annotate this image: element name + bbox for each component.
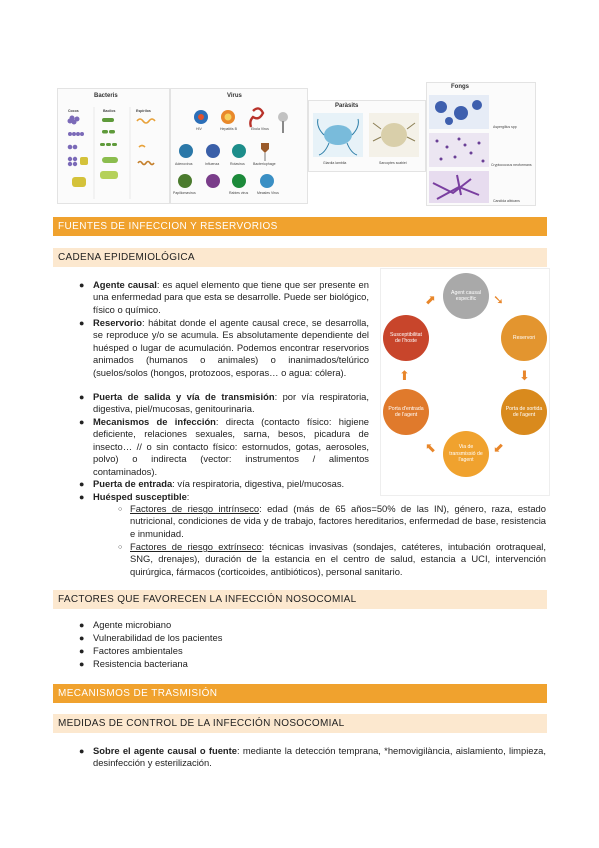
fungi-illustration: [427, 83, 535, 205]
bullet-dot: ●: [79, 620, 85, 630]
cadena-mecanismos: Mecanismos de infección: directa (contacto físico: higiene deficiente, relaciones sexuales, sarna, besos, picadura de insecto… // o sin contacto físico: estornudos, gotas, aerosoles, polvo) o indirecta (vector: instrumentos / alimentos contaminados).: [93, 416, 369, 477]
fungi-caption-cryptococcus: Cryptococcus neoformans: [491, 163, 532, 167]
bacteria-title: Bacteris: [94, 93, 118, 99]
fungi-panel: [426, 82, 536, 206]
fungi-title: Fongs: [451, 84, 469, 90]
cadena-cycle-diagram: [380, 268, 550, 496]
virus-caption-rabies: Rabies virus: [229, 191, 249, 195]
cycle-node: Susceptibilitat de l'hoste: [383, 315, 429, 361]
cycle-node: Reservori: [501, 315, 547, 361]
cadena-puerta-salida: Puerta de salida y vía de transmisión: por vía respiratoria, digestiva, piel/mucosas, genitourinaria.: [93, 391, 369, 415]
cadena-agente: Agente causal: es aquel elemento que tiene que ser presente en una enfermedad para que esta se desarrolle. Puede ser biológico, físico o químico.: [93, 279, 369, 315]
virus-caption-measles: Measles Virus: [257, 191, 279, 195]
virus-caption-rota: Rotavirus: [230, 162, 245, 166]
parasite-caption-sarcoptes: Sarcoptes scabiei: [379, 161, 407, 165]
bacteria-col-cocos: Cocos: [68, 109, 79, 113]
bacteria-panel: [57, 88, 170, 204]
bacteria-col-espirilos: Espirilos: [136, 109, 151, 113]
virus-caption-hepb: Hepatitis B: [220, 127, 237, 131]
virus-caption-ebola: Ebola Virus: [251, 127, 269, 131]
virus-title: Virus: [227, 93, 242, 99]
bacteria-col-bacilos: Bacilos: [103, 109, 116, 113]
cycle-arrow-icon: ➘: [493, 292, 504, 307]
cadena-puerta-entrada: Puerta de entrada: vía respiratoria, digestiva, piel/mucosas.: [93, 478, 345, 489]
factores-item: Factores ambientales: [93, 645, 183, 656]
section-factores-header: FACTORES QUE FAVORECEN LA INFECCIÓN NOSOCOMIAL: [53, 590, 547, 609]
bullet-dot: ●: [79, 746, 85, 756]
sub-bullet: ○: [118, 506, 123, 513]
virus-caption-hiv: HIV: [196, 127, 202, 131]
cadena-reservorio: Reservorio: hábitat donde el agente causal crece, se desarrolla, se reproduce y/o se acumula. Es absolutamente dependiente del huésped o lugar de acumulación. Podemos encontrar reservorios animados (humanos o animales) o inanimados/telúrico (suelos/solos (hongos, protozoos, esporas… o agua: cólera).: [93, 317, 369, 378]
bullet-dot: ●: [79, 633, 85, 643]
bullet-dot: ●: [79, 659, 85, 669]
cycle-arrow-icon: ⬆: [399, 368, 410, 383]
cadena-huesped: Huésped susceptible:: [93, 491, 190, 502]
parasites-panel: [308, 100, 426, 172]
fungi-caption-candida: Candida albicans: [493, 199, 520, 203]
cadena-intrinseco: Factores de riesgo intrínseco: edad (más de 65 años=50% de las IN), género, raza, estado nutricional, condiciones de vida y de trabajo, factores hereditarios, enfermedad de base, resistencia e inmunidad.: [130, 503, 546, 539]
section-fuentes-header: FUENTES DE INFECCION Y RESERVORIOS: [53, 217, 547, 236]
bullet-dot: ●: [79, 280, 85, 290]
bullet-dot: ●: [79, 417, 85, 427]
bullet-dot: ●: [79, 392, 85, 402]
virus-illustration: [171, 89, 307, 203]
bullet-dot: ●: [79, 646, 85, 656]
sub-bullet: ○: [118, 544, 123, 551]
virus-caption-influenza: Influenza: [205, 162, 220, 166]
section-mecanismos-header: MECANISMOS DE TRASMISIÓN: [53, 684, 547, 703]
medidas-sobre-agente: Sobre el agente causal o fuente: mediante la detección temprana, *hemovigilància, aislamiento, limpieza, desinfección y esterilización.: [93, 745, 546, 769]
virus-caption-adeno: Adenovirus: [175, 162, 193, 166]
bullet-dot: ●: [79, 318, 85, 328]
fungi-caption-aspergillus: Aspergillus spp: [493, 125, 517, 129]
parasite-caption-giardia: Giardia lamblia: [323, 161, 347, 165]
cycle-node: Agent causal específic: [443, 273, 489, 319]
factores-item: Agente microbiano: [93, 619, 172, 630]
virus-caption-phage: Bacteriophage: [253, 162, 276, 166]
factores-item: Resistencia bacteriana: [93, 658, 188, 669]
bullet-dot: ●: [79, 492, 85, 502]
virus-panel: [170, 88, 308, 204]
cycle-arrow-icon: ⬋: [493, 440, 504, 455]
factores-item: Vulnerabilidad de los pacientes: [93, 632, 223, 643]
cadena-extrinseco: Factores de riesgo extrínseco: técnicas invasivas (sondajes, catéteres, intubación orotraqueal, SNG, drenajes), duración de la estancia en el centro de salud, estancia a UCI, intervención quirúrgica, fármacos (corticoides, antibióticos), personal sanitario.: [130, 541, 546, 577]
bacteria-illustration: [58, 89, 169, 203]
cycle-arrow-icon: ⬈: [425, 292, 436, 307]
cycle-arrow-icon: ⬇: [519, 368, 530, 383]
section-cadena-header: CADENA EPIDEMIOLÓGICA: [53, 248, 547, 267]
cycle-arrow-icon: ⬉: [425, 440, 436, 455]
cycle-node: Via de transmissió de l'agent: [443, 431, 489, 477]
bullet-dot: ●: [79, 479, 85, 489]
virus-caption-papilloma: Papillomavirus: [173, 191, 196, 195]
cycle-node: Porta de sortida de l'agent: [501, 389, 547, 435]
cycle-node: Porta d'entrada de l'agent: [383, 389, 429, 435]
section-medidas-header: MEDIDAS DE CONTROL DE LA INFECCIÓN NOSOCOMIAL: [53, 714, 547, 733]
cycle-container: [381, 269, 549, 495]
parasites-title: Paràsits: [335, 103, 359, 109]
